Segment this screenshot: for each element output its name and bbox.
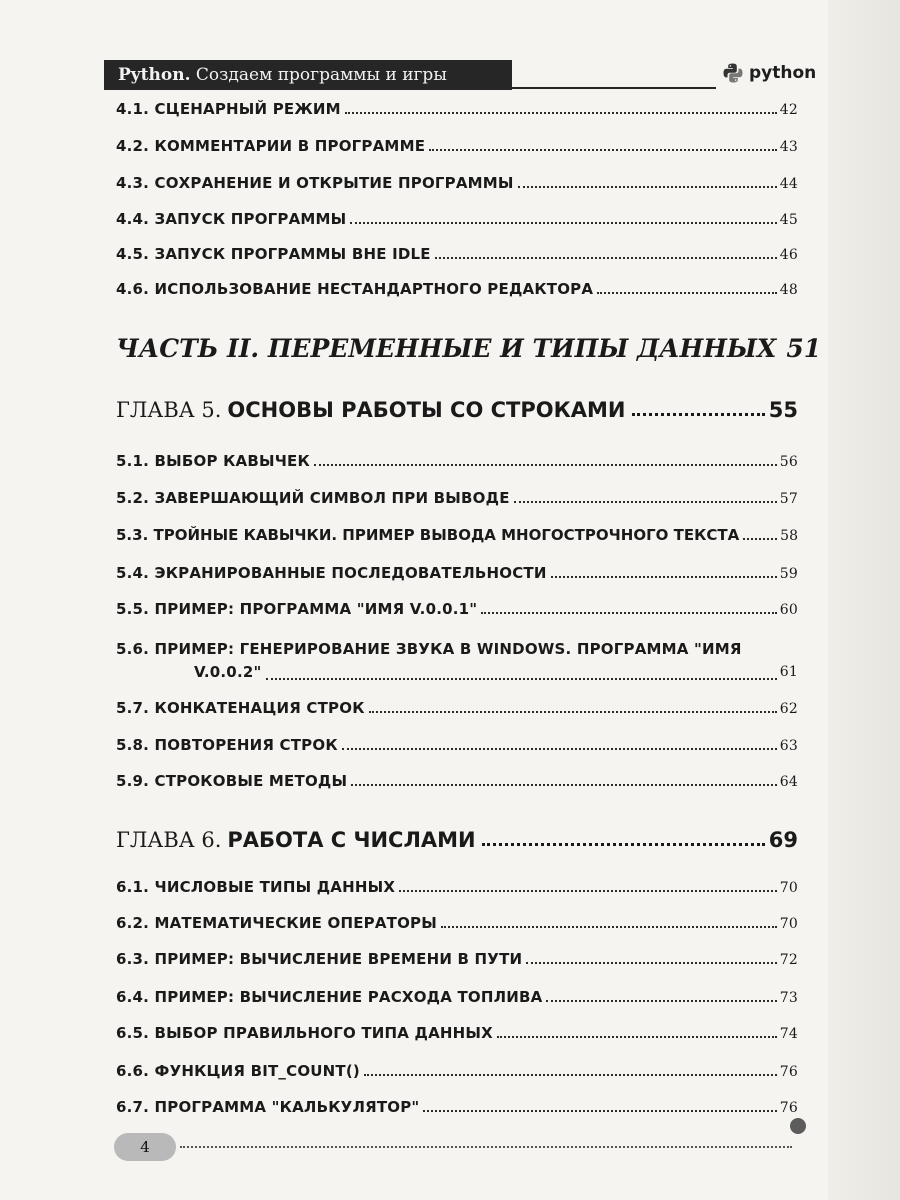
toc-entry-title: 5.1. ВЫБОР КАВЫЧЕК [116, 452, 310, 470]
toc-entry-6-4[interactable] [116, 988, 798, 1006]
toc-entry-4-5[interactable] [116, 245, 798, 263]
toc-entry-6-6[interactable] [116, 1062, 798, 1080]
toc-entry-title: 5.3. ТРОЙНЫЕ КАВЫЧКИ. ПРИМЕР ВЫВОДА МНОГОСТРОЧНОГО ТЕКСТА [116, 526, 740, 544]
page-number-badge: 4 [114, 1133, 176, 1161]
toc-entry-title: 4.1. СЦЕНАРНЫЙ РЕЖИМ [116, 100, 341, 118]
running-header-book-name: Python. [118, 65, 191, 85]
toc-entry-page: 73 [779, 990, 798, 1006]
toc-entry-page: 42 [779, 102, 798, 118]
toc-entry-title: 5.4. ЭКРАНИРОВАННЫЕ ПОСЛЕДОВАТЕЛЬНОСТИ [116, 564, 547, 582]
toc-entry-page: 57 [779, 491, 798, 507]
toc-entry-page: 56 [779, 454, 798, 470]
leader-dots [551, 576, 777, 578]
toc-entry-title: 4.4. ЗАПУСК ПРОГРАММЫ [116, 210, 347, 228]
toc-entry-title: 6.2. МАТЕМАТИЧЕСКИЕ ОПЕРАТОРЫ [116, 914, 437, 932]
toc-chapter-6[interactable] [116, 828, 798, 852]
toc-entry-6-2[interactable] [116, 914, 798, 932]
leader-dots [369, 711, 777, 713]
toc-entry-4-2[interactable] [116, 137, 798, 155]
leader-dots [597, 292, 777, 294]
leader-dots [314, 464, 777, 466]
toc-entry-4-4[interactable] [116, 210, 798, 228]
leader-dots [441, 926, 777, 928]
toc-entry-6-1[interactable] [116, 878, 798, 896]
toc-entry-title: 6.7. ПРОГРАММА "КАЛЬКУЛЯТОР" [116, 1098, 420, 1116]
chapter-name: РАБОТА С ЧИСЛАМИ [227, 828, 476, 852]
leader-dots [632, 413, 765, 416]
leader-dots [481, 612, 776, 614]
toc-entry-5-7[interactable] [116, 699, 798, 717]
leader-dots [497, 1036, 777, 1038]
toc-entry-4-1[interactable] [116, 100, 798, 118]
toc-entry-page: 61 [779, 664, 798, 680]
toc-entry-title: 4.2. КОММЕНТАРИИ В ПРОГРАММЕ [116, 137, 426, 155]
toc-entry-title: 6.6. ФУНКЦИЯ BIT_COUNT() [116, 1062, 360, 1080]
leader-dots [342, 748, 777, 750]
leader-dots [546, 1000, 776, 1002]
toc-entry-6-5[interactable] [116, 1024, 798, 1042]
toc-entry-5-2[interactable] [116, 489, 798, 507]
leader-dots [350, 222, 776, 224]
toc-entry-page: 62 [779, 701, 798, 717]
toc-entry-title: 6.4. ПРИМЕР: ВЫЧИСЛЕНИЕ РАСХОДА ТОПЛИВА [116, 988, 543, 1006]
toc-entry-title: 4.6. ИСПОЛЬЗОВАНИЕ НЕСТАНДАРТНОГО РЕДАКТОРА [116, 280, 594, 298]
toc-entry-page: 48 [779, 282, 798, 298]
toc-entry-page: 43 [779, 139, 798, 155]
running-header [104, 60, 512, 90]
toc-part-2[interactable] [116, 334, 822, 363]
toc-entry-page: 44 [779, 176, 798, 192]
leader-dots [482, 843, 765, 846]
header-rule [512, 87, 716, 89]
chapter-page: 69 [768, 828, 798, 852]
page-edge-shadow [828, 0, 900, 1200]
toc-entry-title: 4.3. СОХРАНЕНИЕ И ОТКРЫТИЕ ПРОГРАММЫ [116, 174, 514, 192]
chapter-label: ГЛАВА 5. [116, 398, 222, 422]
toc-entry-page: 76 [779, 1100, 798, 1116]
leader-dots [526, 962, 777, 964]
toc-entry-title: 6.5. ВЫБОР ПРАВИЛЬНОГО ТИПА ДАННЫХ [116, 1024, 493, 1042]
toc-entry-title: 5.8. ПОВТОРЕНИЯ СТРОК [116, 736, 338, 754]
toc-entry-title: 6.1. ЧИСЛОВЫЕ ТИПЫ ДАННЫХ [116, 878, 396, 896]
toc-entry-page: 64 [779, 774, 798, 790]
toc-entry-page: 72 [779, 952, 798, 968]
toc-entry-5-9[interactable] [116, 772, 798, 790]
toc-entry-5-6[interactable] [116, 638, 798, 684]
toc-entry-page: 76 [779, 1064, 798, 1080]
toc-entry-page: 70 [779, 880, 798, 896]
python-brand-label: python [749, 63, 817, 83]
toc-entry-title-line2-row [116, 661, 798, 684]
python-brand [722, 58, 816, 88]
leader-dots [399, 890, 777, 892]
chapter-page: 55 [768, 398, 798, 422]
toc-entry-page: 60 [779, 602, 798, 618]
toc-entry-5-3[interactable] [116, 526, 798, 544]
leader-dots [364, 1074, 777, 1076]
running-header-subtitle: Создаем программы и игры [190, 65, 447, 85]
toc-entry-page: 63 [779, 738, 798, 754]
footer-leader-dots [180, 1146, 792, 1148]
toc-entry-5-8[interactable] [116, 736, 798, 754]
footer-ornament [790, 1118, 806, 1134]
python-logo-icon [722, 62, 744, 84]
leader-dots [518, 186, 777, 188]
toc-entry-page: 74 [779, 1026, 798, 1042]
toc-entry-title: 5.9. СТРОКОВЫЕ МЕТОДЫ [116, 772, 348, 790]
toc-entry-page: 70 [779, 916, 798, 932]
part-title: ЧАСТЬ II. ПЕРЕМЕННЫЕ И ТИПЫ ДАННЫХ [116, 334, 777, 363]
toc-entry-title: 5.7. КОНКАТЕНАЦИЯ СТРОК [116, 699, 365, 717]
toc-entry-4-6[interactable] [116, 280, 798, 298]
leader-dots [743, 538, 777, 540]
toc-chapter-5[interactable] [116, 398, 798, 422]
toc-entry-6-7[interactable] [116, 1098, 798, 1116]
leader-dots [345, 112, 777, 114]
leader-dots [514, 501, 777, 503]
toc-entry-page: 46 [779, 247, 798, 263]
toc-entry-title: 4.5. ЗАПУСК ПРОГРАММЫ ВНЕ IDLE [116, 245, 431, 263]
toc-entry-title: 5.2. ЗАВЕРШАЮЩИЙ СИМВОЛ ПРИ ВЫВОДЕ [116, 489, 510, 507]
toc-entry-6-3[interactable] [116, 950, 798, 968]
toc-entry-page: 59 [779, 566, 798, 582]
toc-entry-page: 58 [780, 528, 798, 544]
chapter-label: ГЛАВА 6. [116, 828, 222, 852]
leader-dots [423, 1110, 776, 1112]
toc-entry-5-1[interactable] [116, 452, 798, 470]
leader-dots [266, 678, 777, 680]
toc-entry-4-3[interactable] [116, 174, 798, 192]
chapter-name: ОСНОВЫ РАБОТЫ СО СТРОКАМИ [227, 398, 626, 422]
toc-entry-title: 5.5. ПРИМЕР: ПРОГРАММА "ИМЯ V.0.0.1" [116, 600, 478, 618]
toc-entry-page: 45 [779, 212, 798, 228]
toc-entry-title: 6.3. ПРИМЕР: ВЫЧИСЛЕНИЕ ВРЕМЕНИ В ПУТИ [116, 950, 523, 968]
leader-dots [429, 149, 777, 151]
toc-entry-5-4[interactable] [116, 564, 798, 582]
leader-dots [351, 784, 777, 786]
leader-dots [435, 257, 777, 259]
part-page: 51 [786, 334, 822, 363]
toc-entry-title-line1: 5.6. ПРИМЕР: ГЕНЕРИРОВАНИЕ ЗВУКА В WINDOWS. ПРОГРАММА "ИМЯ [116, 640, 742, 658]
toc-entry-5-5[interactable] [116, 600, 798, 618]
toc-entry-title-line2: V.0.0.2" [194, 663, 262, 681]
